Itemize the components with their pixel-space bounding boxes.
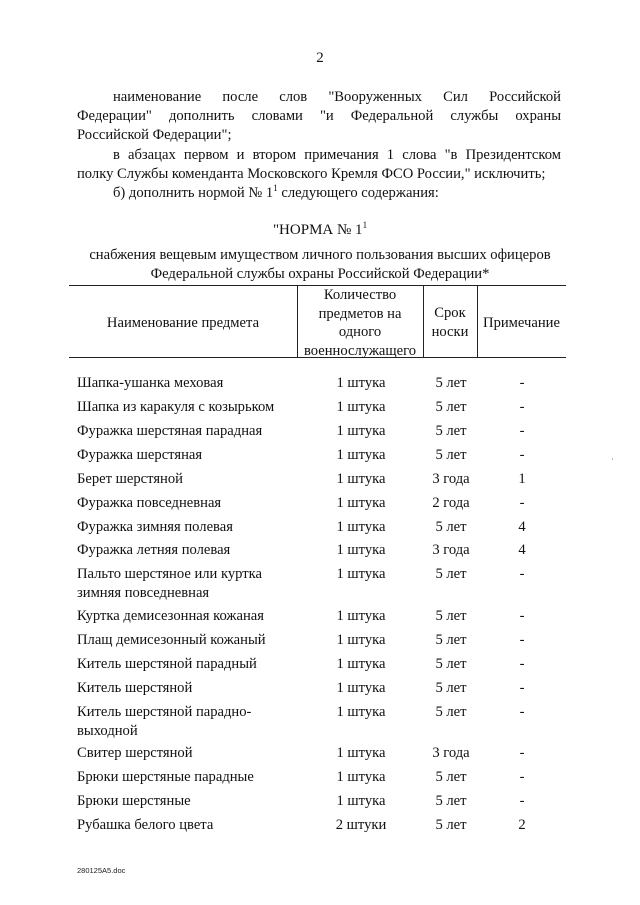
item-name-line: Фуражка шерстяная парадная (77, 423, 263, 439)
item-note: - (519, 656, 525, 672)
header-wear-term (423, 304, 477, 341)
item-note: - (519, 566, 525, 582)
norm-heading-superscript: 1 (362, 220, 368, 230)
item-quantity: 1 штука (336, 471, 386, 487)
item-name (77, 631, 297, 650)
item-quantity: 1 штука (336, 793, 386, 809)
subtitle-line: Федеральной службы охраны Российской Федерации* (150, 266, 490, 282)
item-note: - (519, 680, 525, 696)
header-line: одного (338, 324, 382, 340)
paragraph-name-amendment (77, 88, 561, 145)
item-name (77, 541, 297, 560)
item-wear-term: 3 года (432, 542, 470, 558)
item-name-line: Брюки шерстяные парадные (77, 769, 254, 785)
item-note: - (519, 769, 525, 785)
item-name-line: Берет шерстяной (77, 471, 183, 487)
item-name (77, 607, 297, 626)
item-wear-term: 3 года (432, 745, 470, 761)
norm-heading (0, 222, 640, 239)
item-note: 4 (518, 519, 526, 535)
header-line: носки (431, 323, 469, 340)
item-quantity: 1 штука (336, 542, 386, 558)
item-name (77, 398, 297, 417)
item-note: - (519, 399, 525, 415)
add-norm-superscript: 1 (273, 183, 278, 193)
item-name (77, 768, 297, 787)
item-quantity: 1 штука (336, 423, 386, 439)
item-wear-term: 5 лет (435, 519, 467, 535)
page-number: 2 (316, 50, 324, 66)
paragraph-line: Российской Федерации"; (77, 127, 232, 143)
item-wear-term: 5 лет (435, 423, 467, 439)
item-quantity: 1 штука (336, 656, 386, 672)
header-item-name: Наименование предмета (106, 315, 260, 331)
item-name (77, 679, 297, 698)
item-note: 1 (518, 471, 526, 487)
scan-speck (612, 458, 613, 460)
item-name (77, 565, 297, 603)
item-quantity: 1 штука (336, 447, 386, 463)
item-name (77, 816, 297, 835)
item-name-line: Китель шерстяной парадно- (77, 704, 252, 720)
item-note: - (519, 608, 525, 624)
item-note: - (519, 704, 525, 720)
norm-heading-text: "НОРМА № 1 (272, 222, 363, 238)
header-line: Количество (323, 287, 397, 303)
item-wear-term: 3 года (432, 471, 470, 487)
item-wear-term: 5 лет (435, 680, 467, 696)
paragraph-note-amendment (77, 146, 561, 184)
item-wear-term: 2 года (432, 495, 470, 511)
norm-subtitle (60, 246, 580, 284)
item-name-line: Фуражка повседневная (77, 495, 222, 511)
item-name-line: Пальто шерстяное или куртка (77, 566, 263, 582)
item-quantity: 1 штука (336, 769, 386, 785)
add-norm-prefix: б) дополнить нормой № 1 (113, 185, 274, 201)
header-quantity (297, 286, 423, 360)
item-quantity: 1 штука (336, 566, 386, 582)
item-quantity: 1 штука (336, 632, 386, 648)
item-name-line: Шапка из каракуля с козырьком (77, 399, 275, 415)
item-name-line: Плащ демисезонный кожаный (77, 632, 266, 648)
item-quantity: 1 штука (336, 704, 386, 720)
item-wear-term: 5 лет (435, 632, 467, 648)
item-name-line: Фуражка зимняя полевая (77, 519, 233, 535)
item-note: - (519, 447, 525, 463)
item-wear-term: 5 лет (435, 704, 467, 720)
item-wear-term: 5 лет (435, 375, 467, 391)
paragraph-line: полку Службы коменданта Московского Кремля ФСО России," исключить; (77, 166, 546, 182)
item-name (77, 446, 297, 465)
item-wear-term: 5 лет (435, 447, 467, 463)
item-name (77, 374, 297, 393)
header-line: предметов на (318, 305, 402, 322)
item-note: 4 (518, 542, 526, 558)
item-wear-term: 5 лет (435, 399, 467, 415)
add-norm-suffix: следующего содержания: (277, 185, 439, 201)
item-name (77, 703, 297, 741)
item-wear-term: 5 лет (435, 793, 467, 809)
item-name (77, 518, 297, 537)
item-quantity: 1 штука (336, 519, 386, 535)
item-name (77, 470, 297, 489)
item-quantity: 1 штука (336, 745, 386, 761)
item-quantity: 2 штуки (335, 817, 387, 833)
item-wear-term: 5 лет (435, 769, 467, 785)
item-quantity: 1 штука (336, 399, 386, 415)
header-note: Примечание (483, 315, 560, 331)
header-line: военнослужащего (303, 342, 417, 359)
item-wear-term: 5 лет (435, 566, 467, 582)
item-name-line: Брюки шерстяные (77, 793, 191, 809)
paragraph-line: Федерации" дополнить словами "и Федеральной службы охраны (77, 108, 561, 124)
item-note: 2 (518, 817, 526, 833)
item-note: - (519, 423, 525, 439)
item-quantity: 1 штука (336, 680, 386, 696)
paragraph-line: наименование после слов "Вооруженных Сил Российской (113, 89, 561, 105)
item-name-line: зимняя повседневная (77, 585, 210, 601)
item-name-line: Китель шерстяной (77, 680, 193, 696)
item-name-line: Свитер шерстяной (77, 745, 193, 761)
item-note: - (519, 745, 525, 761)
item-name (77, 422, 297, 441)
item-name-line: Шапка-ушанка меховая (77, 375, 224, 391)
paragraph-line: в абзацах первом и втором примечания 1 слова "в Президентском (113, 147, 561, 163)
paragraph-add-norm (77, 184, 561, 203)
header-line: Срок (434, 305, 466, 321)
subtitle-line: снабжения вещевым имуществом личного пользования высших офицеров (89, 247, 551, 263)
document-filename: 280125A5.doc (77, 866, 126, 875)
item-name-line: выходной (77, 723, 138, 739)
item-quantity: 1 штука (336, 495, 386, 511)
item-name-line: Фуражка шерстяная (77, 447, 203, 463)
item-wear-term: 5 лет (435, 608, 467, 624)
item-note: - (519, 793, 525, 809)
item-name-line: Куртка демисезонная кожаная (77, 608, 264, 624)
item-quantity: 1 штука (336, 375, 386, 391)
item-name (77, 494, 297, 513)
item-name-line: Китель шерстяной парадный (77, 656, 257, 672)
item-name (77, 655, 297, 674)
item-name-line: Фуражка летняя полевая (77, 542, 231, 558)
item-name (77, 744, 297, 763)
item-wear-term: 5 лет (435, 817, 467, 833)
item-name (77, 792, 297, 811)
item-wear-term: 5 лет (435, 656, 467, 672)
item-name-line: Рубашка белого цвета (77, 817, 214, 833)
paragraph-line (77, 184, 561, 203)
item-note: - (519, 495, 525, 511)
item-quantity: 1 штука (336, 608, 386, 624)
item-note: - (519, 632, 525, 648)
item-note: - (519, 375, 525, 391)
